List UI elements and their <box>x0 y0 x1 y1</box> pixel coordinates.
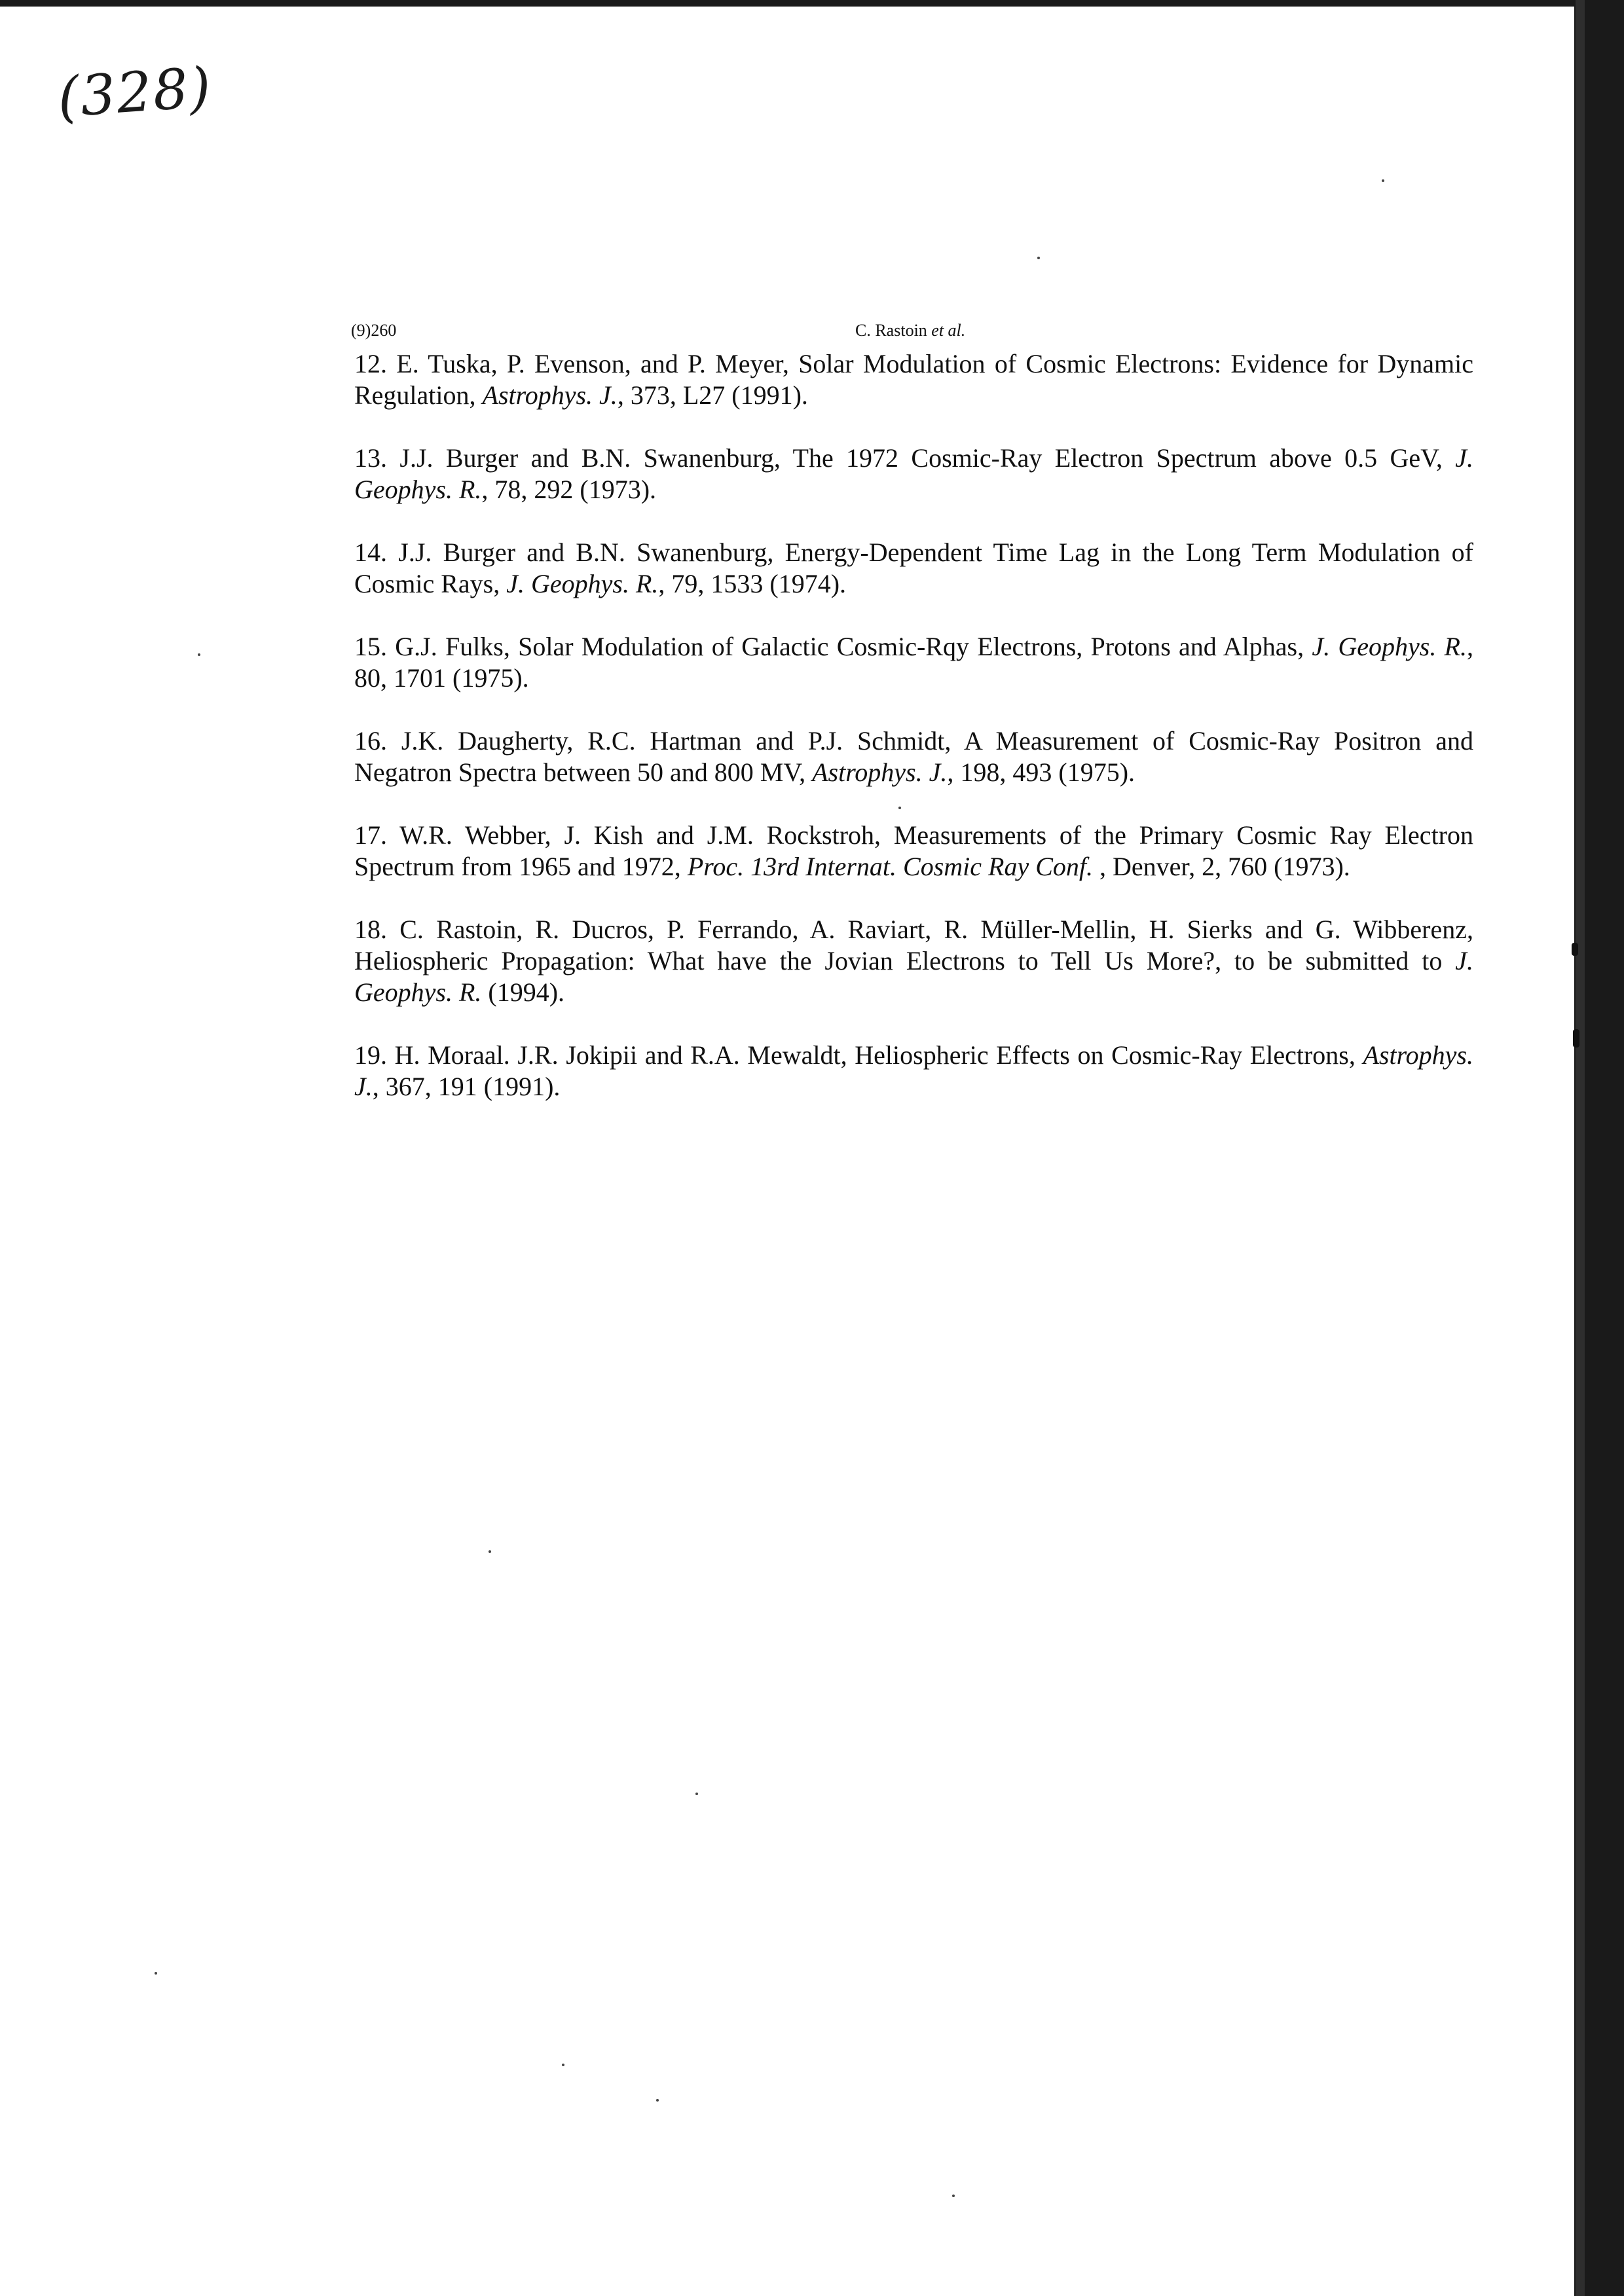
reference-number: 15. <box>354 632 387 661</box>
reference-item <box>354 725 1473 788</box>
header-author-name: C. Rastoin <box>855 321 927 340</box>
reference-citation: , 80, 1701 (1975). <box>354 632 1473 693</box>
reference-item <box>354 348 1473 411</box>
reference-citation: , 373, L27 (1991). <box>617 380 808 410</box>
reference-text: C. Rastoin, R. Ducros, P. Ferrando, A. Raviart, R. Müller-Mellin, H. Sierks and G. Wibberenz, Heliospheric Propagation: What have the Jovian Electrons to Tell Us More?, to be submitted to <box>354 915 1473 975</box>
scan-border-top <box>0 0 1624 7</box>
journal-title: J. Geophys. R. <box>354 443 1474 504</box>
reference-citation: , 367, 191 (1991). <box>372 1072 561 1101</box>
journal-title: Astrophys. J. <box>482 380 618 410</box>
journal-title: J. Geophys. R. <box>506 569 659 598</box>
reference-number: 16. <box>354 726 387 756</box>
scan-speck <box>198 653 200 656</box>
reference-item <box>354 820 1473 883</box>
reference-item <box>354 1040 1473 1102</box>
scan-speck <box>562 2064 564 2066</box>
journal-title: J. Geophys. R. <box>354 946 1473 1007</box>
reference-text: J.J. Burger and B.N. Swanenburg, Energy-Dependent Time Lag in the Long Term Modulation of Cosmic Rays, <box>354 538 1473 598</box>
header-author <box>855 321 965 340</box>
header-et-al: et al. <box>931 321 966 340</box>
journal-title: Astrophys. J. <box>354 1040 1473 1101</box>
scan-speck <box>1382 179 1384 182</box>
reference-citation: , 79, 1533 (1974). <box>658 569 847 598</box>
reference-number: 13. <box>354 443 387 473</box>
scan-speck <box>155 1972 157 1975</box>
reference-number: 18. <box>354 915 387 944</box>
reference-item <box>354 443 1473 505</box>
reference-citation: , Denver, 2, 760 (1973). <box>1093 852 1350 881</box>
reference-item <box>354 631 1473 694</box>
reference-text: G.J. Fulks, Solar Modulation of Galactic Cosmic-Rqy Electrons, Protons and Alphas, <box>395 632 1312 661</box>
scan-speck <box>695 1793 698 1795</box>
scan-speck <box>1037 257 1040 259</box>
running-header <box>351 321 1473 347</box>
scan-speck <box>898 807 901 809</box>
reference-item <box>354 537 1473 600</box>
reference-item <box>354 914 1473 1008</box>
scan-edge-mark <box>1572 943 1578 956</box>
reference-citation: , 78, 292 (1973). <box>481 475 657 504</box>
reference-number: 17. <box>354 820 387 850</box>
scan-speck <box>489 1550 491 1553</box>
reference-citation: , 198, 493 (1975). <box>947 757 1135 787</box>
scan-speck <box>656 2099 659 2102</box>
journal-title: J. Geophys. R. <box>1312 632 1467 661</box>
scan-border-right-inner <box>1576 0 1585 2296</box>
journal-title: Astrophys. J. <box>812 757 948 787</box>
journal-title: Proc. 13rd Internat. Cosmic Ray Conf. <box>687 852 1094 881</box>
scan-speck <box>952 2195 955 2197</box>
reference-text: H. Moraal. J.R. Jokipii and R.A. Mewaldt, Heliospheric Effects on Cosmic-Ray Electrons, <box>394 1040 1363 1070</box>
reference-number: 19. <box>354 1040 387 1070</box>
reference-list <box>354 348 1473 1134</box>
handwritten-annotation: (328) <box>55 54 215 130</box>
reference-citation: (1994). <box>481 977 565 1007</box>
scan-edge-mark <box>1573 1029 1579 1048</box>
reference-text: J.J. Burger and B.N. Swanenburg, The 1972 Cosmic-Ray Electron Spectrum above 0.5 GeV, <box>399 443 1456 473</box>
reference-text: J.K. Daugherty, R.C. Hartman and P.J. Schmidt, A Measurement of Cosmic-Ray Positron and Negatron Spectra between 50 and 800 MV, <box>354 726 1473 787</box>
reference-text: W.R. Webber, J. Kish and J.M. Rockstroh, Measurements of the Primary Cosmic Ray Electron Spectrum from 1965 and 1972, <box>354 820 1473 881</box>
reference-text: E. Tuska, P. Evenson, and P. Meyer, Solar Modulation of Cosmic Electrons: Evidence for Dynamic Regulation, <box>354 349 1473 410</box>
reference-number: 14. <box>354 538 387 567</box>
page-number: (9)260 <box>351 321 397 340</box>
reference-number: 12. <box>354 349 387 378</box>
